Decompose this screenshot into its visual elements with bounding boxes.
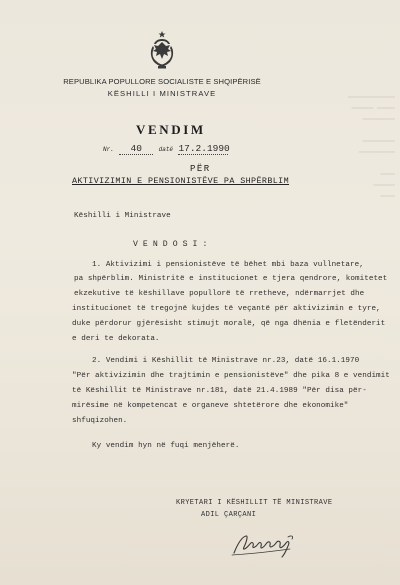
body-line: pa shpërblim. Ministritë e institucionet e tjera qendrore, komitetet <box>74 275 388 283</box>
bleed-through-text: ━━━━━━━━━━━━━ ━━━━━ ━━━━━━ ━━━━━━━━━ ━━━━━━━━━ ━━━━━━━━━━ ━━━━ ━━━━━━ ━━━━ <box>348 94 395 200</box>
body-line: 2. Vendimi i Këshillit të Ministrave nr.23, datë 16.1.1970 <box>92 357 360 365</box>
body-line: institucionet të tregojnë kujdes të veçantë për aktivizimin e tyre, <box>72 305 381 313</box>
closing-text: Ky vendim hyn në fuqi menjëherë. <box>92 442 240 450</box>
republic-heading: REPUBLIKA POPULLORE SOCIALISTE E SHQIPËRISË <box>63 77 261 86</box>
body-line: "Për aktivizimin dhe trajtimin e pensionistëve" dhe pika 8 e vendimit <box>72 372 390 380</box>
vendosi-heading: V E N D O S I : <box>133 240 208 249</box>
signatory-name: ADIL ÇARÇANI <box>201 511 257 519</box>
decision-number: 40 <box>119 143 153 155</box>
decision-subject: AKTIVIZIMIN E PENSIONISTËVE PA SHPËRBLIM <box>72 176 290 186</box>
number-label: Nr. <box>103 146 114 153</box>
state-emblem-icon <box>148 30 176 70</box>
document-title: VENDIM <box>136 122 206 137</box>
body-line: të Këshillit të Ministrave nr.181, datë 21.4.1989 "Për disa për- <box>72 387 367 395</box>
body-line: mirësime në kompetencat e organeve shtetërore dhe ekonomike" <box>72 402 349 410</box>
handwritten-signature <box>228 527 308 559</box>
per-heading: PËR <box>190 164 211 174</box>
council-heading: KËSHILLI I MINISTRAVE <box>107 89 217 98</box>
decision-date: 17.2.1990 <box>178 143 230 154</box>
body-line: e deri te dekorata. <box>72 335 160 343</box>
decision-number-line <box>103 143 228 155</box>
body-line: duke përdorur gjërësisht stimujt moralë, që nga dhënia e fletënderit <box>72 320 386 328</box>
date-label: datë <box>158 146 174 153</box>
body-line: shfuqizohen. <box>72 417 128 425</box>
body-line: ekzekutive të këshillave popullorë të rretheve, ndërmarrjet dhe <box>74 290 365 298</box>
signatory-title: KRYETARI I KËSHILLIT TË MINISTRAVE <box>176 499 333 507</box>
body-line: 1. Aktivizimi i pensionistëve të bëhet mbi baza vullnetare, <box>92 261 364 269</box>
intro-text: Këshilli i Ministrave <box>74 212 171 220</box>
